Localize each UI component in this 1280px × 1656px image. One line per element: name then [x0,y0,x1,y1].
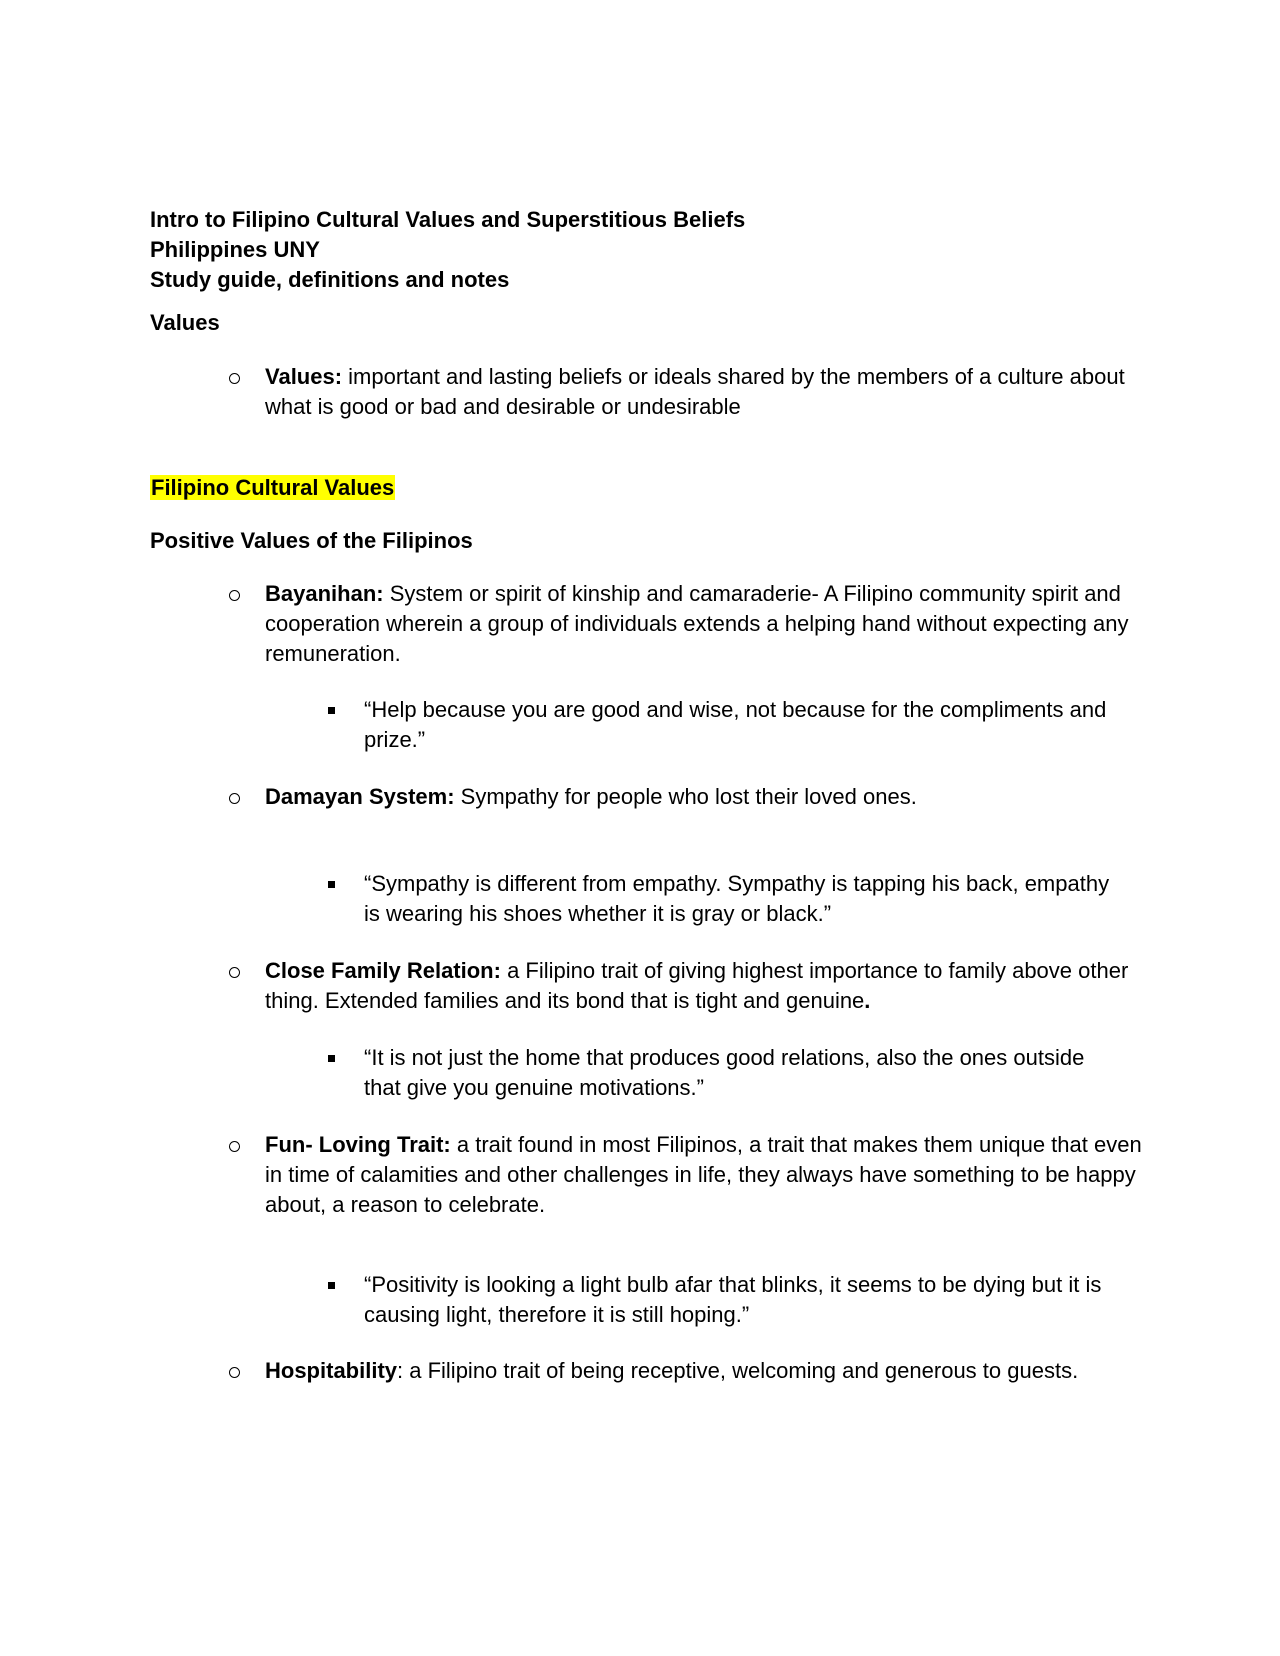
item-definition: : a Filipino trait of being receptive, welcoming and generous to guests. [397,1358,1079,1383]
values-heading: Values [150,310,220,335]
list-item-text [265,1356,1145,1386]
quote-text: “Help because you are good and wise, not because for the compliments and prize.” [364,697,1107,752]
item-term: Damayan System: [265,784,455,809]
highlighted-heading-text: Filipino Cultural Values [151,475,395,500]
circle-bullet-icon [229,967,240,978]
item-term: Close Family Relation: [265,958,501,983]
quote-text: “Positivity is looking a light bulb afar that blinks, it seems to be dying but it is causing light, therefore it is still hoping.” [364,1272,1102,1327]
document-title: Intro to Filipino Cultural Values and Superstitious Beliefs [150,207,746,232]
document-subtitle: Study guide, definitions and notes [150,267,510,292]
positive-values-heading: Positive Values of the Filipinos [150,528,473,553]
document-org: Philippines UNY [150,237,320,262]
square-bullet-icon [328,1282,335,1289]
quote-text: “Sympathy is different from empathy. Sympathy is tapping his back, empathy is wearing his shoes whether it is gray or black.” [364,871,1110,926]
circle-bullet-icon [229,590,240,601]
quote-text: “It is not just the home that produces good relations, also the ones outside that give you genuine motivations.” [364,1045,1085,1100]
item-definition-end: . [864,988,871,1013]
document-header [150,205,745,295]
list-item-text [265,956,1145,1016]
item-term: Hospitability [265,1358,398,1383]
values-definition: important and lasting beliefs or ideals shared by the members of a culture about what is good or bad and desirable or undesirable [265,364,1125,419]
square-bullet-icon [328,707,335,714]
circle-bullet-icon [229,373,240,384]
item-definition: Sympathy for people who lost their loved ones. [454,784,917,809]
item-term: Fun- Loving Trait: [265,1132,451,1157]
values-definition-text [265,362,1145,422]
item-definition: a trait found in most Filipinos, a trait that makes them unique that even in time of calamities and other challenges in life, they always have something to be happy about, a reason to celebrate. [265,1132,1142,1217]
filipino-cultural-values-heading [150,473,395,503]
item-definition: System or spirit of kinship and camaraderie- A Filipino community spirit and cooperation wherein a group of individuals extends a helping hand without expecting any remuneration. [265,581,1129,666]
circle-bullet-icon [229,1367,240,1378]
list-item-text [265,579,1145,669]
values-term: Values: [265,364,343,389]
item-term: Bayanihan: [265,581,384,606]
circle-bullet-icon [229,793,240,804]
circle-bullet-icon [229,1141,240,1152]
square-bullet-icon [328,1055,335,1062]
square-bullet-icon [328,881,335,888]
item-definition: a Filipino trait of giving highest importance to family above other thing. Extended families and its bond that is tight and genuine [265,958,1129,1013]
list-item-text [265,782,1145,812]
list-item-text [265,1130,1145,1220]
